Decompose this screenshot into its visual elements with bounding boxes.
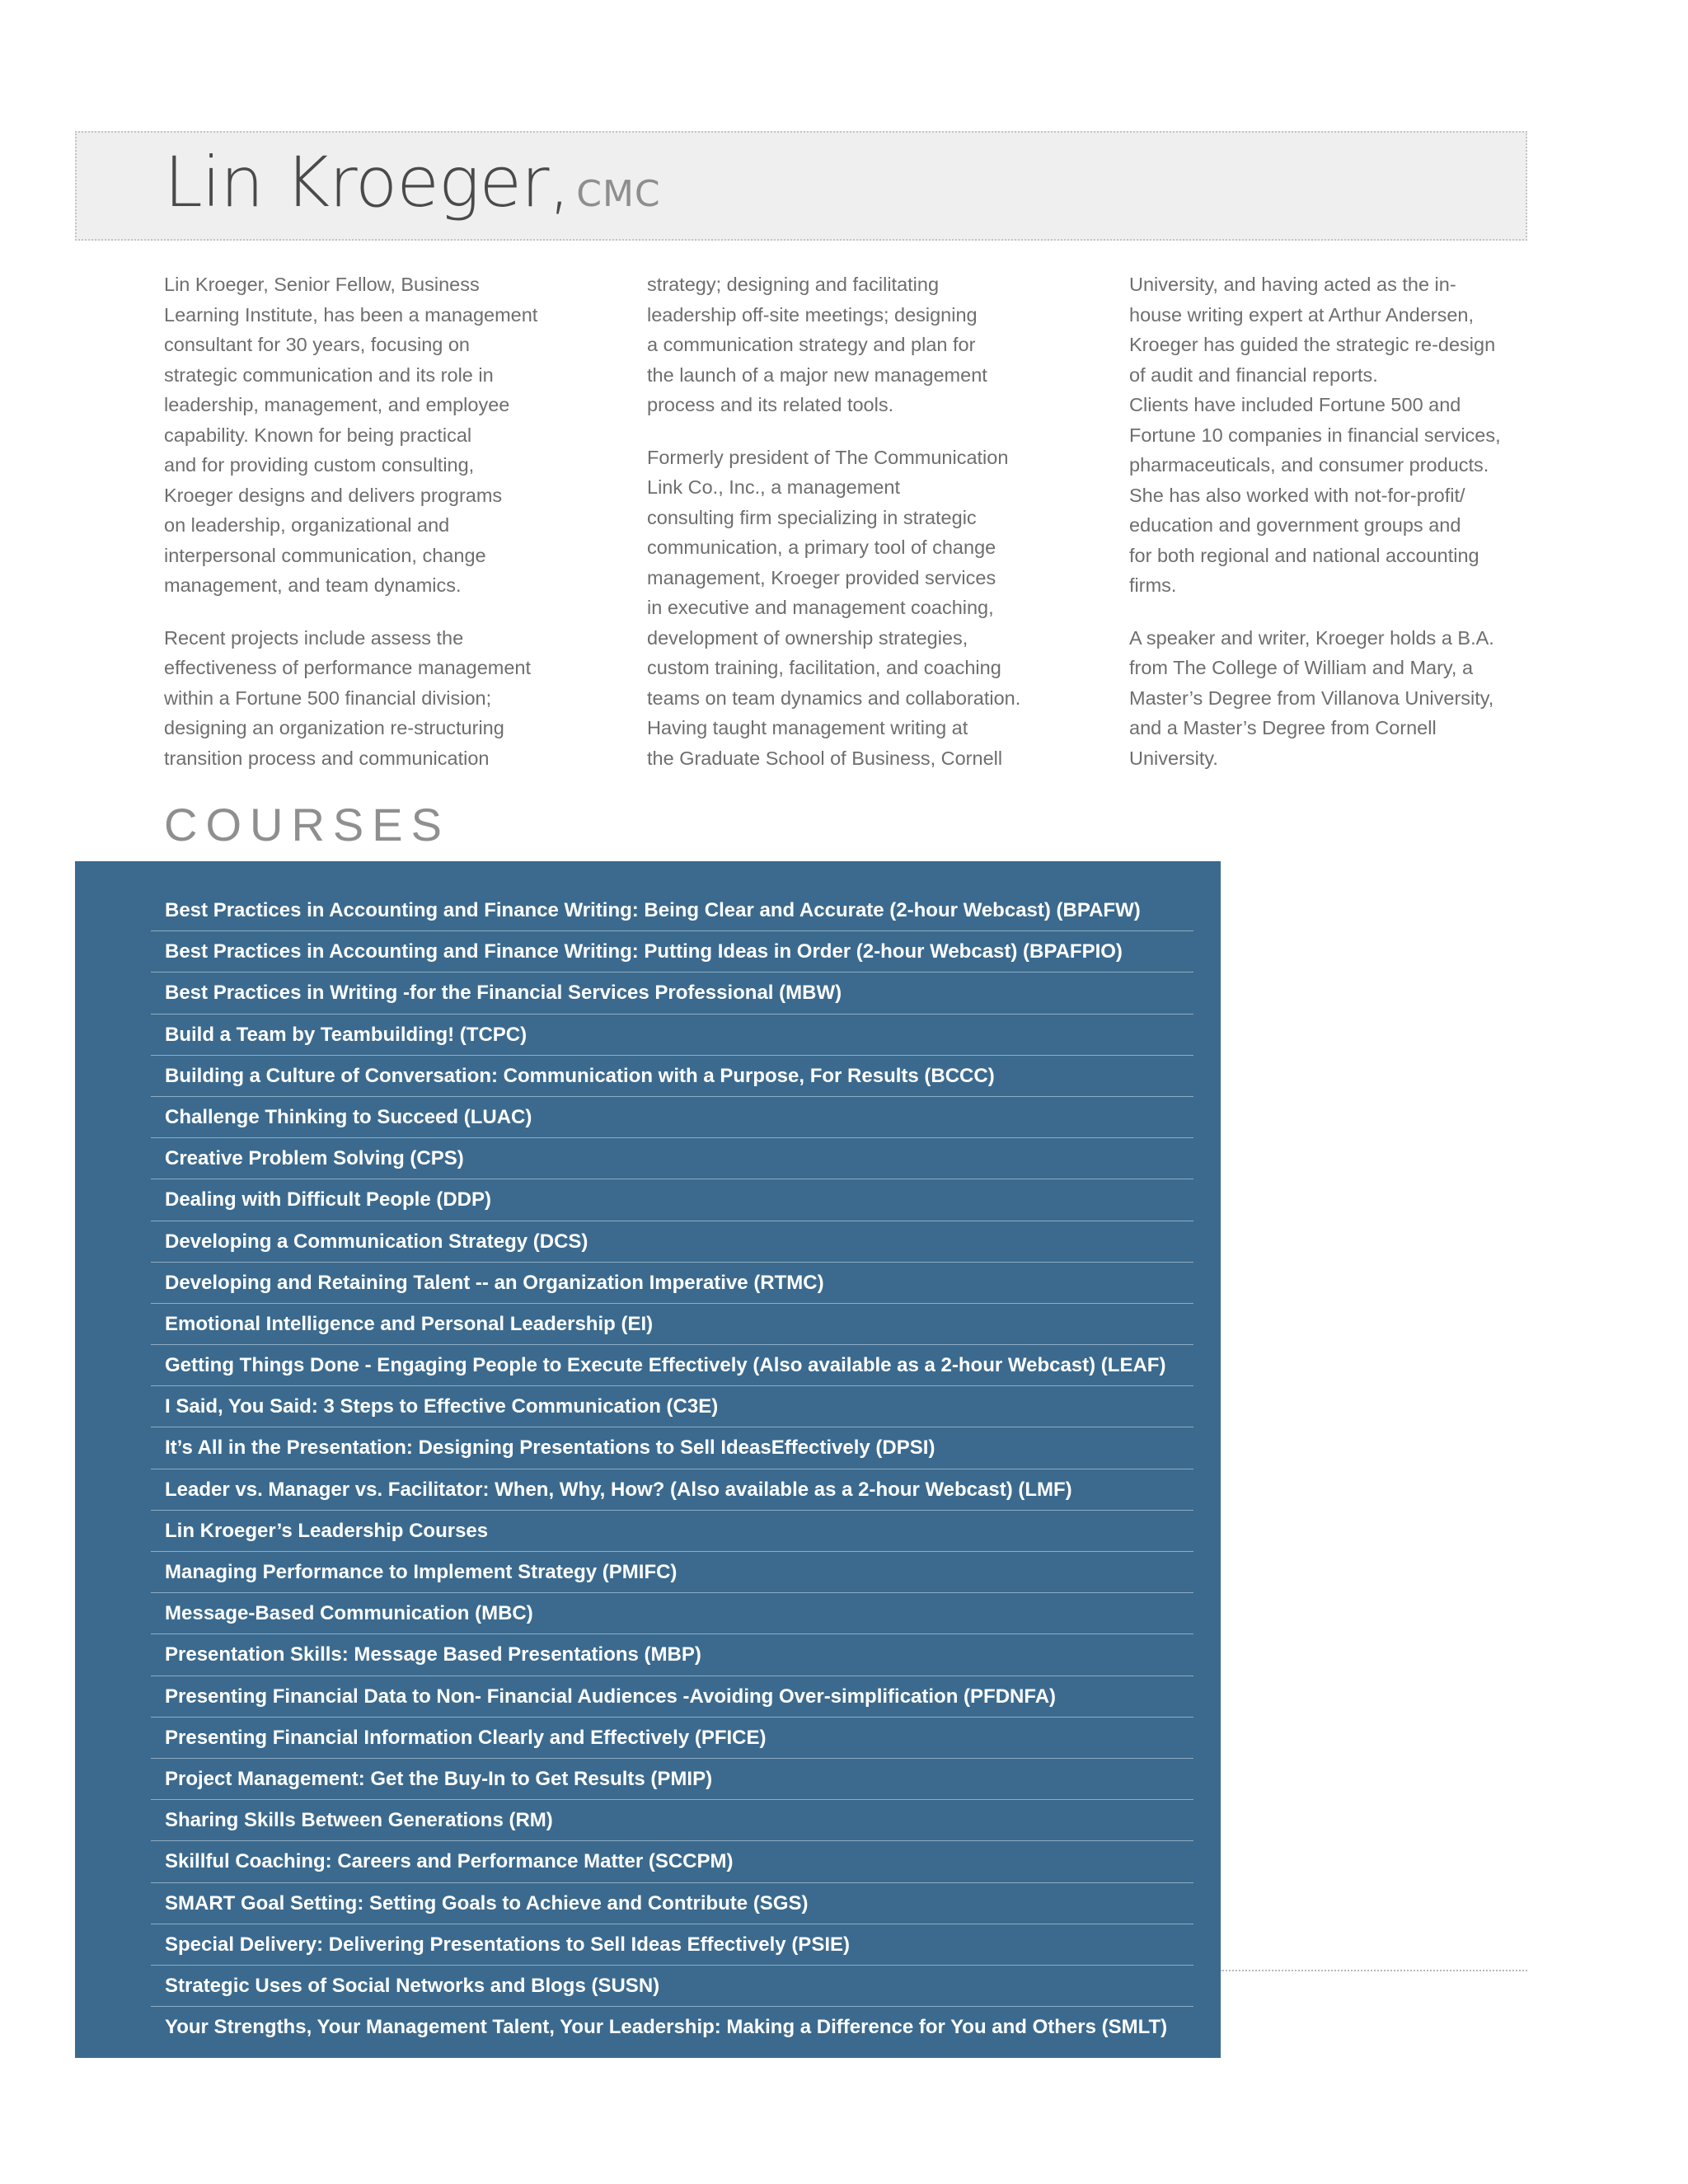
course-list-item[interactable]: Message-Based Communication (MBC): [151, 1593, 1193, 1634]
course-list-item[interactable]: Strategic Uses of Social Networks and Blogs (SUSN): [151, 1966, 1193, 2007]
bio-column-3: [1129, 269, 1541, 795]
course-list-item[interactable]: Presentation Skills: Message Based Presentations (MBP): [151, 1634, 1193, 1675]
bio-paragraph: University, and having acted as the in- house writing expert at Arthur Andersen, Kroeger has guided the strategic re-design of audit and financial reports. Clients have included Fortune 500 and Fortune 10 companies in financial services, pharmaceuticals, and consumer products. She has also worked with not-for-profit/ education and government groups and for both regional and national accounting firms.: [1129, 274, 1501, 596]
bio-paragraph: strategy; designing and facilitating leadership off-site meetings; designing a communication strategy and plan for the launch of a major new management process and its related tools.: [647, 274, 987, 415]
bio-paragraph: Recent projects include assess the effectiveness of performance management within a Fortune 500 financial division; designing an organization re-structuring transition process and communication: [164, 626, 532, 769]
courses-panel: [75, 861, 1221, 2058]
course-list-item[interactable]: Special Delivery: Delivering Presentations to Sell Ideas Effectively (PSIE): [151, 1924, 1193, 1966]
divider: [1220, 1970, 1527, 1971]
course-list-item[interactable]: I Said, You Said: 3 Steps to Effective Communication (C3E): [151, 1386, 1193, 1427]
course-list-item[interactable]: Presenting Financial Data to Non- Financial Audiences -Avoiding Over-simplification (PFDNFA): [151, 1676, 1193, 1718]
course-list-item[interactable]: Building a Culture of Conversation: Communication with a Purpose, For Results (BCCC): [151, 1056, 1193, 1097]
course-list-item[interactable]: Build a Team by Teambuilding! (TCPC): [151, 1015, 1193, 1056]
credential: CMC: [576, 173, 661, 215]
course-list-item[interactable]: Getting Things Done - Engaging People to Execute Effectively (Also available as a 2-hour Webcast) (LEAF): [151, 1345, 1193, 1386]
course-list-item[interactable]: Leader vs. Manager vs. Facilitator: When, Why, How? (Also available as a 2-hour Webcast) (LMF): [151, 1469, 1193, 1511]
bio-paragraph: A speaker and writer, Kroeger holds a B.A. from The College of William and Mary, a Master’s Degree from Villanova University, and a Master’s Degree from Cornell University.: [1129, 626, 1494, 769]
course-list-item[interactable]: Presenting Financial Information Clearly and Effectively (PFICE): [151, 1718, 1193, 1759]
course-list-item[interactable]: Challenge Thinking to Succeed (LUAC): [151, 1097, 1193, 1138]
course-list-item[interactable]: Skillful Coaching: Careers and Performance Matter (SCCPM): [151, 1841, 1193, 1882]
course-list-item[interactable]: Emotional Intelligence and Personal Leadership (EI): [151, 1304, 1193, 1345]
bio-column-2: [647, 269, 1059, 795]
person-name: Lin Kroeger,: [164, 142, 570, 223]
course-list-item[interactable]: Developing and Retaining Talent -- an Organization Imperative (RTMC): [151, 1263, 1193, 1304]
bio-paragraph: Lin Kroeger, Senior Fellow, Business Learning Institute, has been a management consultant for 30 years, focusing on strategic communication and its role in leadership, management, and employee capability. Known for being practical and for providing custom consulting, Kroeger designs and delivers programs on leadership, organizational and interpersonal communication, change management, and team dynamics.: [164, 274, 538, 596]
course-list: [151, 890, 1193, 2048]
course-list-item[interactable]: Sharing Skills Between Generations (RM): [151, 1800, 1193, 1841]
course-list-item[interactable]: Project Management: Get the Buy-In to Get Results (PMIP): [151, 1759, 1193, 1800]
course-list-item[interactable]: Best Practices in Accounting and Finance Writing: Putting Ideas in Order (2-hour Webcast) (BPAFPIO): [151, 931, 1193, 972]
page-title: [164, 142, 661, 223]
bio-paragraph: Formerly president of The Communication Link Co., Inc., a management consulting firm specializing in strategic communication, a primary tool of change management, Kroeger provided services in executive and management coaching, development of ownership strategies, custom training, facilitation, and coaching teams on team dynamics and collaboration. Having taught management writing at the Graduate School of Business, Cornell: [647, 446, 1021, 769]
course-list-item[interactable]: Managing Performance to Implement Strategy (PMIFC): [151, 1552, 1193, 1593]
course-list-item[interactable]: Your Strengths, Your Management Talent, Your Leadership: Making a Difference for You and Others (SMLT): [165, 2016, 1168, 2039]
courses-heading: COURSES: [164, 799, 450, 851]
course-list-item[interactable]: It’s All in the Presentation: Designing Presentations to Sell IdeasEffectively (DPSI): [151, 1427, 1193, 1469]
course-list-item[interactable]: Best Practices in Accounting and Finance Writing: Being Clear and Accurate (2-hour Webcast) (BPAFW): [151, 890, 1193, 931]
course-list-item[interactable]: Developing a Communication Strategy (DCS): [151, 1221, 1193, 1263]
course-list-item[interactable]: Dealing with Difficult People (DDP): [151, 1179, 1193, 1221]
course-list-item[interactable]: Creative Problem Solving (CPS): [151, 1138, 1193, 1179]
bio-column-1: [164, 269, 576, 795]
course-list-item[interactable]: SMART Goal Setting: Setting Goals to Achieve and Contribute (SGS): [151, 1883, 1193, 1924]
course-list-item[interactable]: Lin Kroeger’s Leadership Courses: [151, 1511, 1193, 1552]
course-list-item[interactable]: Best Practices in Writing -for the Financial Services Professional (MBW): [151, 972, 1193, 1014]
